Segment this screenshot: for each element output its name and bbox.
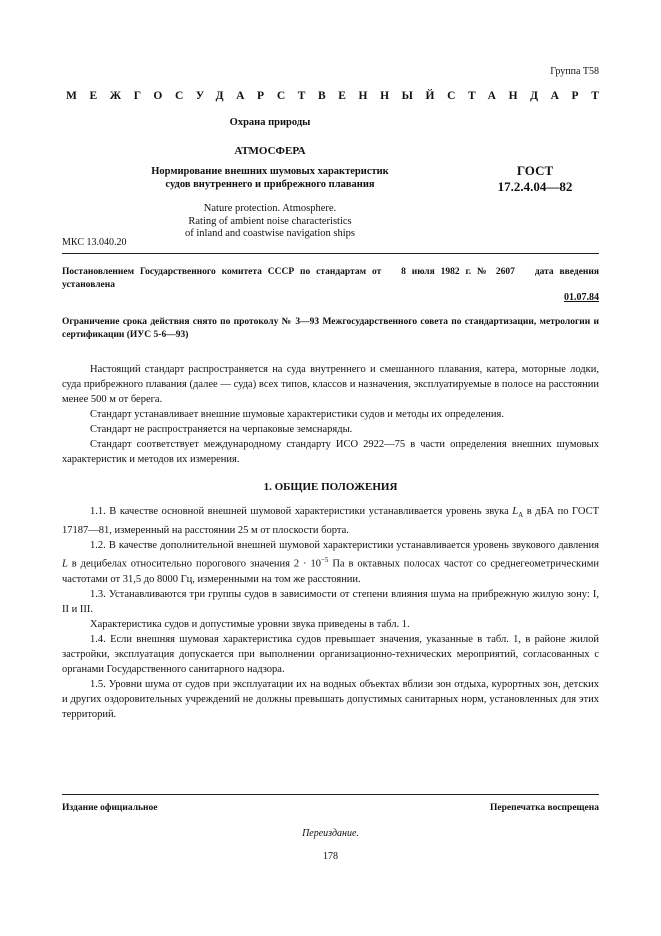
intro-section — [62, 362, 599, 467]
title-main-line2: судов внутреннего и прибрежного плавания — [165, 178, 375, 190]
intro-paragraph: Настоящий стандарт распространяется на суда внутреннего и смешанного плавания, катера, моторные лодки, суда прибрежного плавания (далее — суда) всех типов, классов и назначения, эксплуатируемые в полосе на расстоянии менее 500 м от берега. — [62, 364, 599, 405]
clause-1-2-text-c: Па в октавных полосах частот со среднегеометрическими частотами от 31,5 до 8000 Гц, измеренными на том же расстоянии. — [62, 558, 600, 585]
decree-text-a: Постановлением Государственного комитета СССР по стандартам от — [62, 267, 382, 277]
clause-1-1-text-b: в дБА по ГОСТ 17187—81, измеренный на расстоянии 25 м от плоскости борта. — [62, 506, 599, 537]
limitation-note: Ограничение срока действия снято по протоколу № 3—93 Межгосударственного совета по стандартизации, метрологии и сертификации (ИУС 5-6—93) — [62, 317, 599, 340]
clause-1-5: 1.5. Уровни шума от судов при эксплуатации их на водных объектах вблизи зон отдыха, курортных зон, детских и других оздоровительных учреждений не должны превышать допустимых санитарных норм, установленных для этих территорий. — [62, 678, 599, 720]
section-heading: 1. ОБЩИЕ ПОЛОЖЕНИЯ — [263, 481, 398, 493]
clause-1-2 — [62, 538, 599, 587]
intro-paragraph: Стандарт соответствует международному стандарту ИСО 2922—75 в части определения внешних шумовых характеристик и методов их измерения. — [62, 439, 599, 465]
mks-code: МКС 13.040.20 — [62, 237, 127, 248]
intro-paragraph: Стандарт не распространяется на черпаковые земснаряды. — [90, 424, 353, 435]
footer-divider — [62, 794, 599, 795]
exponent: −5 — [320, 556, 329, 565]
header-divider — [62, 253, 599, 254]
title-main-line1: Нормирование внешних шумовых характеристик — [151, 166, 389, 177]
page-number: 178 — [323, 851, 338, 862]
section-body — [62, 504, 599, 722]
reissue-note: Переиздание. — [302, 828, 359, 839]
gost-label: ГОСТ — [516, 163, 554, 178]
english-title — [120, 203, 420, 241]
clause-1-3: 1.3. Устанавливаются три группы судов в зависимости от степени влияния шума на прибрежную жилую зону: I, II и III. — [62, 588, 599, 615]
banner-word-standard: СТАНДАРТ — [447, 90, 612, 102]
symbol-L: L — [62, 558, 68, 570]
gost-number: 17.2.4.04—82 — [497, 179, 573, 194]
standard-banner — [66, 90, 612, 102]
title-subject: Охрана природы — [229, 117, 311, 128]
gost-designation — [470, 163, 600, 195]
official-edition: Издание официальное — [62, 803, 158, 813]
english-title-line2: Rating of ambient noise characteristics — [188, 215, 352, 227]
banner-word-interstate: МЕЖГОСУДАРСТВЕННЫЙ — [66, 90, 448, 102]
english-title-line3: of inland and coastwise navigation ships — [184, 228, 355, 239]
clause-1-1-text-a: 1.1. В качестве основной внешней шумовой характеристики устанавливается уровень звука — [90, 506, 513, 517]
clause-1-2-text-b: в децибелах относительно порогового значения 2 · 10 — [67, 558, 321, 570]
subscript-A: A — [518, 511, 524, 520]
title-atmosphere: АТМОСФЕРА — [234, 145, 306, 157]
group-code: Группа Т58 — [550, 66, 599, 77]
symbol-L: L — [512, 506, 519, 517]
clause-1-4: 1.4. Если внешняя шумовая характеристика судов превышает значения, указанные в табл. 1, в районе жилой застройки, эксплуатация допускается при выполнении организационно-технических мероприятий, согласованных с органами Государственного санитарного надзора. — [62, 633, 599, 675]
reprint-prohibited: Перепечатка воспрещена — [489, 803, 599, 813]
decree-text-c: дата введения установлена — [62, 267, 599, 290]
clause-1-1 — [62, 504, 599, 538]
clause-1-2-text-a: 1.2. В качестве дополнительной внешней шумовой характеристики устанавливается уровень звукового давления — [90, 540, 599, 552]
decree-date-number: 8 июля 1982 г. № 2607 — [401, 267, 515, 277]
clause-1-3-note: Характеристика судов и допустимые уровни звука приведены в табл. 1. — [90, 618, 410, 630]
intro-paragraph: Стандарт устанавливает внешние шумовые характеристики судов и методы их определения. — [90, 409, 504, 420]
english-title-line1: Nature protection. Atmosphere. — [203, 203, 337, 214]
title-main — [110, 166, 430, 191]
decree-statement — [62, 266, 599, 292]
effective-date: 01.07.84 — [564, 292, 599, 303]
